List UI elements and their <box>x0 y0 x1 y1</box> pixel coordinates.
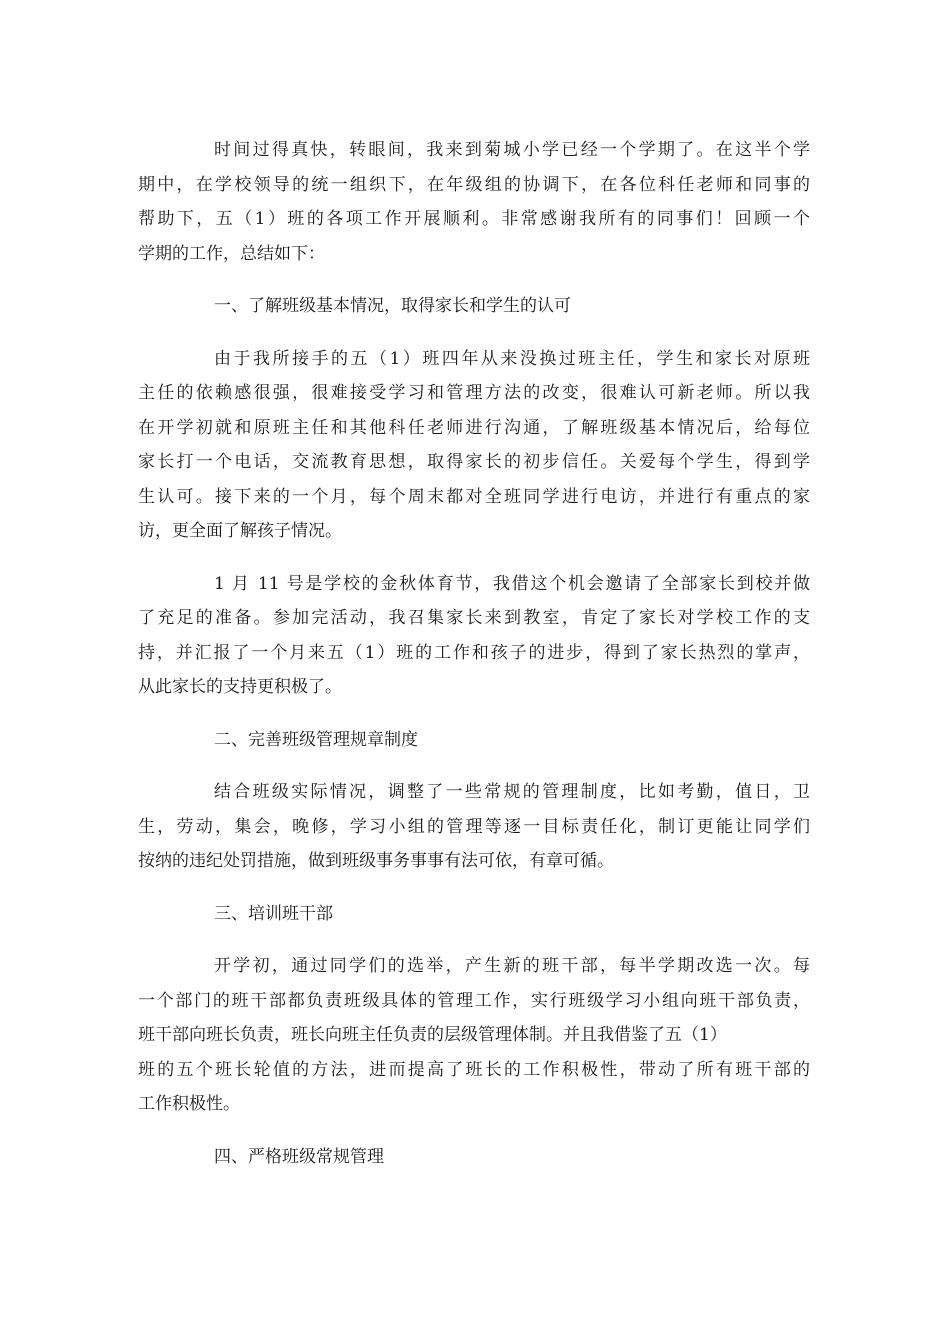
text-line: 家长打一个电话，交流教育思想，取得家长的初步信任。关爱每个学生，得到学 <box>138 452 810 472</box>
text-line: 生认可。接下来的一个月，每个周末都对全班同学进行电访，并进行有重点的家 <box>138 486 810 507</box>
paragraph-section-2 <box>138 775 810 879</box>
text-line: 生，劳动，集会，晚修，学习小组的管理等逐一目标责任化，制订更能让同学们 <box>138 816 810 837</box>
text-line: 从此家长的支持更积极了。 <box>138 677 342 697</box>
section-heading-3: 三、培训班干部 <box>214 903 333 924</box>
text-line: 期中，在学校领导的统一组织下，在年级组的协调下，在各位科任老师和同事的 <box>138 174 810 195</box>
text-line: 持，并汇报了一个月来五（1）班的工作和孩子的进步，得到了家长热烈的掌声， <box>138 642 810 663</box>
section-heading-2: 二、完善班级管理规章制度 <box>214 729 418 750</box>
document-body <box>138 133 810 1174</box>
text-line: 由于我所接手的五（1）班四年从来没换过班主任，学生和家长对原班 <box>214 348 810 369</box>
text-line: 工作积极性。 <box>138 1094 240 1114</box>
text-line: 时间过得真快，转眼间，我来到菊城小学已经一个学期了。在这半个学 <box>214 140 810 160</box>
paragraph-sports-day <box>138 567 810 705</box>
paragraph-section-1 <box>138 342 810 549</box>
paragraph-section-3 <box>138 949 810 1122</box>
text-line: 开学初，通过同学们的选举，产生新的班干部，每半学期改选一次。每 <box>214 956 810 976</box>
text-line: 1 月 11 号是学校的金秋体育节，我借这个机会邀请了全部家长到校并做 <box>214 573 810 594</box>
text-line: 按纳的违纪处罚措施，做到班级事务事事有法可依，有章可循。 <box>138 851 614 871</box>
text-line: 主任的依赖感很强，很难接受学习和管理方法的改变，很难认可新老师。所以我 <box>138 383 810 403</box>
text-line: 学期的工作，总结如下： <box>138 243 325 264</box>
text-line: 一个部门的班干部都负责班级具体的管理工作，实行班级学习小组向班干部负责， <box>138 990 810 1011</box>
section-heading-4: 四、严格班级常规管理 <box>214 1146 384 1167</box>
text-line: 班干部向班长负责，班长向班主任负责的层级管理体制。并且我借鉴了五（1） <box>138 1025 727 1045</box>
section-heading-1: 一、了解班级基本情况，取得家长和学生的认可 <box>214 296 571 316</box>
text-line: 访，更全面了解孩子情况。 <box>138 521 342 541</box>
paragraph-intro <box>138 133 810 271</box>
text-line: 在开学初就和原班主任和其他科任老师进行沟通，了解班级基本情况后，给每位 <box>138 417 810 438</box>
text-line: 了充足的准备。参加完活动，我召集家长来到教室，肯定了家长对学校工作的支 <box>138 608 810 628</box>
text-line: 结合班级实际情况，调整了一些常规的管理制度，比如考勤，值日，卫 <box>214 782 810 802</box>
text-line: 班的五个班长轮值的方法，进而提高了班长的工作积极性，带动了所有班干部的 <box>138 1059 810 1080</box>
text-line: 帮助下，五（1）班的各项工作开展顺利。非常感谢我所有的同事们！回顾一个 <box>138 209 810 229</box>
